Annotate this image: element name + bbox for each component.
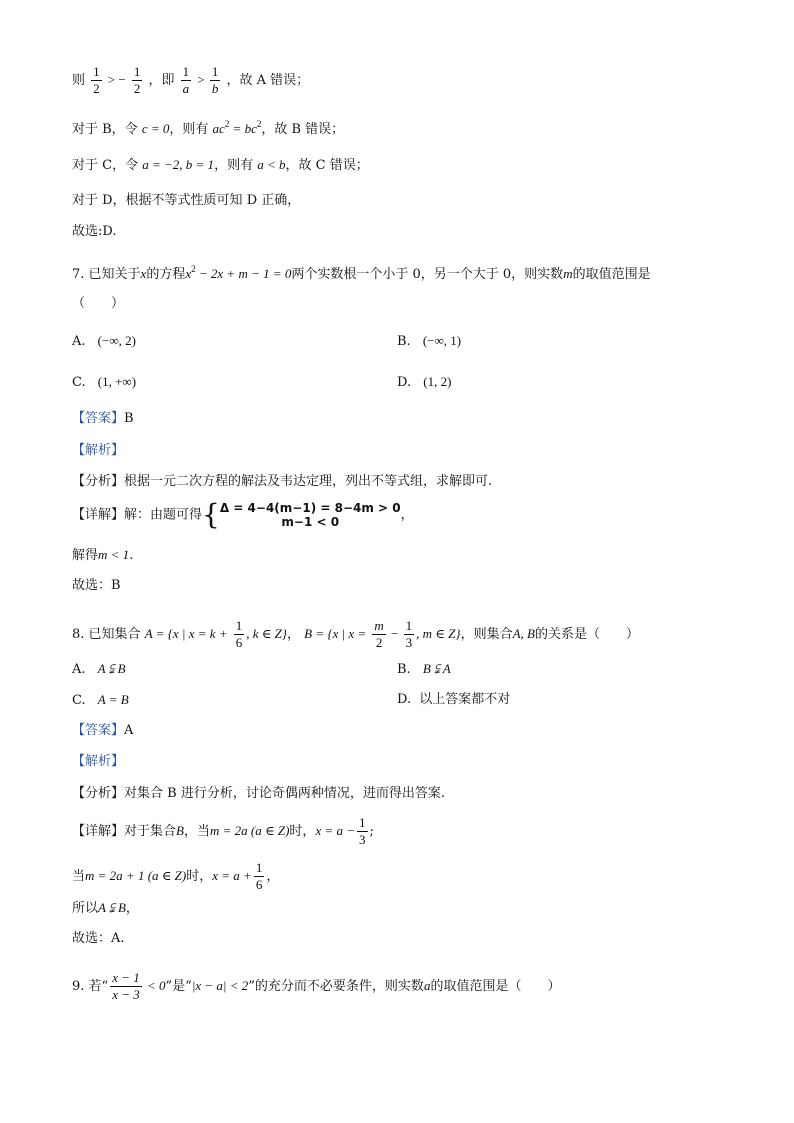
text: ”的充分而不必要条件，则实数 [248, 979, 424, 994]
q8-xiangjie [72, 815, 374, 848]
analysis-tag: 【解析】 [72, 443, 125, 458]
option-label: A. [72, 662, 86, 677]
answer-tag: 【答案】 [72, 411, 125, 426]
option-label: C. [72, 693, 86, 708]
math: ac [212, 121, 225, 136]
answer-value: B [124, 411, 134, 426]
numerator: m [374, 618, 384, 633]
numerator: 1 [182, 64, 190, 79]
solution-line-a [72, 64, 309, 97]
math: B [176, 823, 184, 838]
q8-conclusion [72, 898, 139, 919]
fraction [404, 618, 415, 651]
math: c = 0 [141, 121, 170, 136]
text: 的取值范围是 [572, 267, 651, 282]
option-label: A. [72, 334, 86, 349]
text: 解：由题可得 [124, 507, 203, 523]
text: 7. 已知关于 [72, 267, 141, 282]
math: a < b [257, 157, 286, 172]
numerator: 1 [405, 618, 413, 633]
analysis-tag: 【解析】 [72, 754, 125, 769]
denominator: 3 [405, 635, 413, 650]
q7-choose: 故选：B [72, 578, 121, 593]
option-label: B. [397, 662, 411, 677]
fenxi-text: 根据一元二次方程的解法及韦达定理，列出不等式组，求解即可. [124, 474, 493, 489]
inequality: Δ = 4−4(m−1) = 8−4m > 0 [219, 501, 401, 515]
option-value: (1, 2) [423, 374, 452, 389]
text: 对于集合 [124, 824, 177, 839]
fenxi-tag: 【分析】 [72, 786, 125, 801]
text: 解得 [72, 548, 99, 563]
math: a = −2, b = 1 [142, 157, 215, 172]
text: 所以 [72, 901, 99, 916]
operator: > [197, 72, 208, 87]
text: ， [287, 627, 301, 642]
math: A ⫋ B [98, 900, 126, 915]
text: ，故 B 错误； [261, 122, 345, 137]
q8-fenxi [72, 784, 445, 804]
denominator: b [211, 81, 219, 96]
q7-option-b [397, 331, 461, 352]
text: ，当 [183, 824, 210, 839]
numerator: 1 [359, 815, 366, 830]
question-8-stem [72, 618, 639, 651]
fraction [234, 618, 245, 651]
option-label: B. [397, 334, 411, 349]
text: 的方程 [146, 267, 186, 282]
q8-answer [72, 721, 133, 741]
text: ，故 C 错误； [285, 158, 369, 173]
brace-icon: { [202, 498, 220, 531]
option-value: (1, +∞) [97, 374, 137, 389]
text: ， [400, 507, 414, 523]
text: ，则有 [214, 158, 254, 173]
fraction [110, 970, 142, 1003]
text: 当 [72, 869, 86, 884]
q7-answer [72, 409, 134, 429]
choice-line: 故选:D. [72, 224, 117, 239]
question-9-stem [72, 970, 560, 1003]
denominator: 2 [93, 81, 100, 96]
inequality-system [220, 501, 401, 529]
fraction [91, 64, 102, 97]
solution-line-b: 对于 B，令 c = 0，则有 $ac^2 = bc^2$，故 B 错误； [72, 119, 345, 137]
fenxi-text: 对集合 B 进行分析，讨论奇偶两种情况，进而得出答案. [124, 786, 445, 801]
text: 的取值范围是（ ） [430, 979, 561, 994]
denominator: 6 [255, 877, 263, 892]
math: x = a + [212, 868, 252, 883]
numerator: 1 [255, 860, 263, 875]
text: 时， [186, 869, 213, 884]
math: B = {x | x = [304, 626, 367, 641]
fraction [254, 860, 265, 893]
fraction [357, 815, 368, 848]
text: ; [369, 824, 374, 839]
q8-option-c [72, 690, 129, 711]
q8-case-odd [72, 860, 279, 893]
text: 的关系是（ ） [534, 627, 639, 642]
answer-value: A [124, 723, 134, 738]
operator: > − [107, 72, 126, 87]
q7-analysis [72, 441, 124, 461]
option-value: A ⫋ B [97, 661, 126, 676]
text: ， [125, 901, 139, 916]
xiangjie-tag: 【详解】 [72, 507, 125, 523]
answer-blank: （ ） [72, 296, 125, 311]
math: = bc [229, 121, 257, 136]
denominator: a [182, 81, 190, 96]
option-value: 以上答案都不对 [419, 692, 511, 707]
math: < 0 [143, 978, 166, 993]
q7-option-d [397, 372, 451, 393]
q7-fenxi [72, 472, 492, 492]
fraction [210, 64, 221, 97]
operator: − [387, 626, 402, 641]
solution-line-c [72, 155, 369, 176]
text: . [129, 548, 134, 563]
text: ，故 A 错误； [226, 73, 310, 88]
fenxi-tag: 【分析】 [72, 474, 125, 489]
math: A, B [512, 626, 535, 641]
xiangjie-tag: 【详解】 [72, 824, 125, 839]
denominator: 2 [133, 81, 141, 96]
fraction [372, 618, 385, 651]
math: a [423, 978, 431, 993]
numerator: 1 [211, 64, 219, 79]
q7-xiangjie [72, 498, 414, 531]
q8-option-b [397, 659, 451, 680]
fraction [181, 64, 192, 97]
math: , m ∈ Z} [416, 626, 461, 641]
inequality: m−1 < 0 [281, 515, 340, 529]
option-label: C. [72, 375, 86, 390]
math: x [140, 266, 147, 281]
math: , k ∈ Z} [246, 626, 288, 641]
q8-option-d [397, 690, 510, 710]
denominator: 3 [359, 832, 366, 847]
q8-choose: 故选：A. [72, 931, 125, 946]
option-value: B ⫋ A [422, 661, 451, 676]
math: m = 2a (a ∈ Z) [210, 823, 290, 838]
denominator: 6 [235, 635, 243, 650]
text: ， [266, 869, 280, 884]
math: − 2x + m − 1 = 0 [195, 266, 292, 281]
math: x [185, 266, 192, 281]
text: 对于 C，令 [72, 158, 139, 173]
question-7-stem: 7. 已知关于x的方程$x^2 - 2x + m - 1 = 0$两个实数根一个小于 0，另一个大于 0，则实数m的取值范围是 [72, 264, 651, 282]
math: x = a − [315, 823, 356, 838]
answer-tag: 【答案】 [72, 723, 125, 738]
text: ，则有 [169, 122, 209, 137]
text: ”是“ [165, 979, 192, 994]
text: 时， [289, 824, 316, 839]
option-value: (−∞, 2) [97, 333, 136, 348]
text: 则 [72, 73, 86, 88]
q8-analysis [72, 752, 124, 772]
option-value: (−∞, 1) [422, 333, 462, 348]
denominator: 2 [375, 635, 383, 650]
numerator: x − 1 [112, 970, 140, 985]
option-label: D. [397, 375, 412, 390]
math: m < 1 [98, 547, 130, 562]
q7-option-a [72, 331, 136, 352]
math: m [563, 266, 573, 281]
q7-option-c [72, 372, 136, 393]
q7-solve [72, 545, 133, 566]
numerator: 1 [235, 618, 243, 633]
solution-line-d: 对于 D，根据不等式性质可知 D 正确， [72, 193, 301, 208]
math: |x − a| < 2 [191, 978, 249, 993]
option-value: A = B [97, 692, 129, 707]
numerator: 1 [93, 64, 100, 79]
denominator: x − 3 [112, 987, 140, 1002]
option-label: D. [397, 692, 412, 707]
math: m = 2a + 1 (a ∈ Z) [85, 868, 187, 883]
math: A = {x | x = k + [144, 626, 228, 641]
text: 9. 若“ [72, 979, 109, 994]
numerator: 1 [133, 64, 141, 79]
q8-option-a [72, 659, 126, 680]
text: ，则集合 [460, 627, 513, 642]
text: 8. 已知集合 [72, 627, 141, 642]
text: 对于 B，令 [72, 122, 138, 137]
text: ，即 [148, 73, 175, 88]
fraction [132, 64, 143, 97]
text: 两个实数根一个小于 0，另一个大于 0，则实数 [291, 267, 564, 282]
